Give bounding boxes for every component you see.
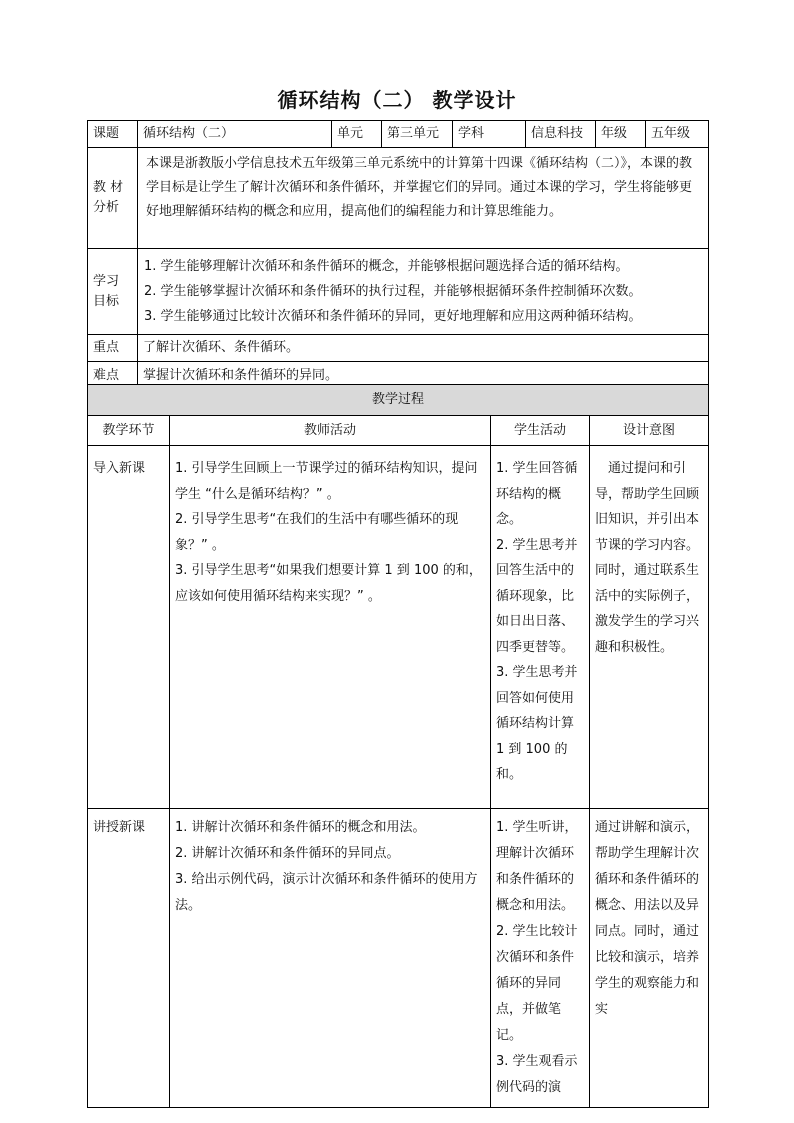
grade-value: 五年级: [646, 121, 709, 148]
analysis-row: [88, 148, 709, 249]
lesson-info-table: [87, 120, 709, 390]
table-row: [88, 809, 709, 1108]
key-point-text: 了解计次循环、条件循环。: [138, 335, 709, 362]
design-intent-cell: 通过提问和引导，帮助学生回顾旧知识，并引出本节课的学习内容。同时，通过联系生活中的实际例子，激发学生的学习兴趣和积极性。: [590, 446, 709, 809]
analysis-label: 教 材 分析: [88, 148, 138, 249]
subject-label: 学科: [453, 121, 526, 148]
objectives-label: 学习 目标: [88, 249, 138, 335]
process-columns-row: [88, 416, 709, 446]
objective-item: 3. 学生能够通过比较计次循环和条件循环的异同，更好地理解和应用这两种循环结构。: [144, 309, 642, 324]
student-activity-cell: 1. 学生回答循环结构的概念。 2. 学生思考并回答生活中的循环现象，比如日出日落、四季更替等。 3. 学生思考并回答如何使用循环结构计算 1 到 100 的和。: [491, 446, 590, 809]
page-title: 循环结构（二） 教学设计: [277, 88, 517, 112]
column-header-intent: 设计意图: [590, 416, 709, 446]
course-row: [88, 121, 709, 148]
student-activity-cell: 1. 学生听讲，理解计次循环和条件循环的概念和用法。 2. 学生比较计次循环和条件循环的异同点，并做笔记。 3. 学生观看示例代码的演: [491, 809, 590, 1108]
table-row: [88, 446, 709, 809]
stage-cell: 导入新课: [88, 446, 170, 809]
objective-item: 2. 学生能够掌握计次循环和条件循环的执行过程，并能够根据循环条件控制循环次数。: [144, 284, 642, 299]
process-heading-row: [88, 385, 709, 416]
objective-item: 1. 学生能够理解计次循环和条件循环的概念，并能够根据问题选择合适的循环结构。: [144, 259, 629, 274]
grade-label: 年级: [596, 121, 646, 148]
course-label: 课题: [88, 121, 138, 148]
unit-label: 单元: [332, 121, 382, 148]
unit-value: 第三单元: [382, 121, 453, 148]
design-intent-cell: 通过讲解和演示，帮助学生理解计次循环和条件循环的概念、用法以及异同点。同时，通过比较和演示，培养学生的观察能力和实: [590, 809, 709, 1108]
analysis-text: 本课是浙教版小学信息技术五年级第三单元系统中的计算第十四课《循环结构（二）》，本课的教学目标是让学生了解计次循环和条件循环，并掌握它们的异同。通过本课的学习，学生将能够更好地理解循环结构的概念和应用，提高他们的编程能力和计算思维能力。: [138, 148, 709, 249]
objectives-list: [138, 249, 709, 335]
teaching-process-table: [87, 384, 709, 1108]
column-header-stage: 教学环节: [88, 416, 170, 446]
process-heading: 教学过程: [88, 385, 709, 416]
key-point-label: 重点: [88, 335, 138, 362]
teacher-activity-cell: 1. 引导学生回顾上一节课学过的循环结构知识，提问学生 “什么是循环结构？” 。 2. 引导学生思考“在我们的生活中有哪些循环的现象？” 。 3. 引导学生思考“如果我们想要计算 1 到 100 的和，应该如何使用循环结构来实现？” 。: [170, 446, 491, 809]
teacher-activity-cell: 1. 讲解计次循环和条件循环的概念和用法。 2. 讲解计次循环和条件循环的异同点。 3. 给出示例代码，演示计次循环和条件循环的使用方法。: [170, 809, 491, 1108]
stage-cell: 讲授新课: [88, 809, 170, 1108]
course-value: 循环结构（二）: [138, 121, 332, 148]
key-point-row: [88, 335, 709, 362]
subject-value: 信息科技: [526, 121, 596, 148]
column-header-teacher: 教师活动: [170, 416, 491, 446]
objectives-row: [88, 249, 709, 335]
column-header-student: 学生活动: [491, 416, 590, 446]
difficulty-text: 掌握计次循环和条件循环的异同。: [138, 362, 709, 390]
difficulty-label: 难点: [88, 362, 138, 390]
